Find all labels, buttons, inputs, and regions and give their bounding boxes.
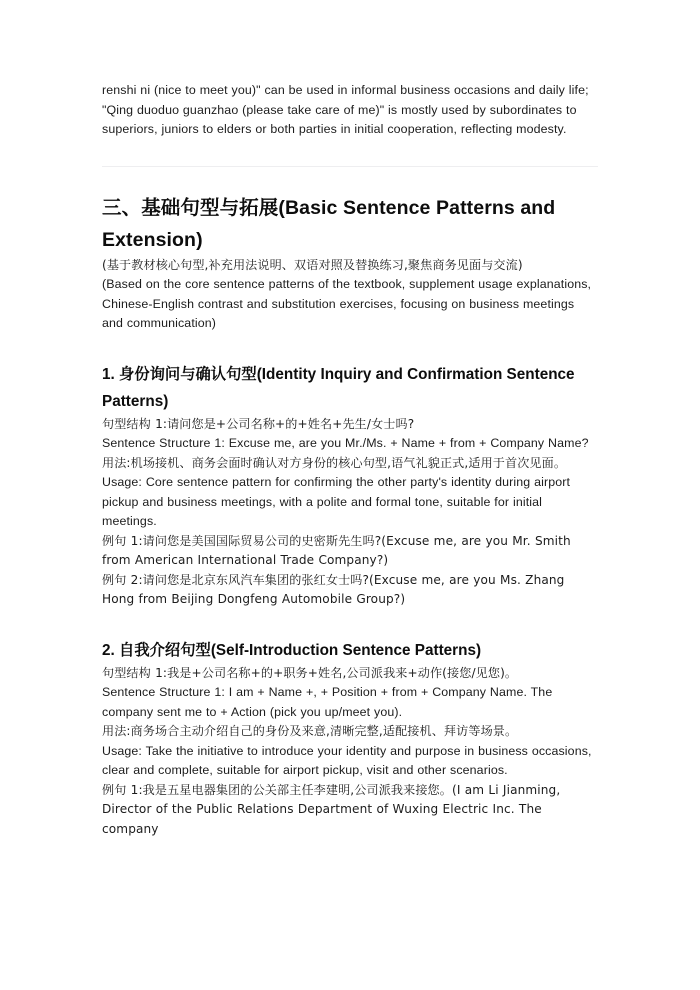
example-1-2: 例句 2:请问您是北京东风汽车集团的张红女士吗?(Excuse me, are you Ms. Zhang Hong from Beijing Dongfeng Automobile Group?) <box>102 572 565 606</box>
subsection-heading-zh-2: 自我介绍句型 <box>119 640 211 659</box>
subsection-heading-en-1: (Identity Inquiry and Confirmation Sentence Patterns) <box>102 365 575 410</box>
usage-en-2: Usage: Take the initiative to introduce your identity and purpose in business occasions, clear and complete, suitable for airport pickup, visit and other scenarios. <box>102 743 592 777</box>
section-heading <box>102 192 598 256</box>
subsection-heading-2 <box>102 637 598 664</box>
section-heading-en: (Basic Sentence Patterns and Extension) <box>102 196 556 251</box>
usage-zh-1: 用法:机场接机、商务会面时确认对方身份的核心句型,语气礼貌正式,适用于首次见面。 <box>102 455 567 470</box>
subsection-number-1: 1. <box>102 365 120 383</box>
usage-en-1: Usage: Core sentence pattern for confirming the other party's identity during airport pickup and business meetings, with a polite and formal tone, suitable for initial meetings. <box>102 475 571 528</box>
section-heading-zh: 三、基础句型与拓展 <box>102 195 279 219</box>
usage-zh-2: 用法:商务场合主动介绍自己的身份及来意,清晰完整,适配接机、拜访等场景。 <box>102 724 518 738</box>
subsection-heading-1 <box>102 361 598 415</box>
structure-en-2: Sentence Structure 1: I am + Name +, + Position + from + Company Name. The company sent me to + Action (pick you up/meet you). <box>102 685 553 719</box>
example-1-1: 例句 1:请问您是美国国际贸易公司的史密斯先生吗?(Excuse me, are you Mr. Smith from American International Trade Company?) <box>102 533 571 567</box>
intro-paragraph: renshi ni (nice to meet you)" can be used in informal business occasions and daily life; "Qing duoduo guanzhao (please take care of me)" is mostly used by subordinates to superiors, juniors to elders or both parties in initial cooperation, reflecting modesty. <box>102 83 589 136</box>
section-note-en: (Based on the core sentence patterns of the textbook, supplement usage explanations, Chinese-English contrast and substitution exercises, focusing on business meetings and communication) <box>102 277 592 330</box>
example-2-1: 例句 1:我是五星电器集团的公关部主任李建明,公司派我来接您。(I am Li Jianming, Director of the Public Relations Department of Wuxing Electric Inc. The company <box>102 782 561 836</box>
structure-en-1: Sentence Structure 1: Excuse me, are you Mr./Ms. + Name + from + Company Name? <box>102 436 589 450</box>
section-divider <box>102 166 598 167</box>
subsection-heading-en-2: (Self-Introduction Sentence Patterns) <box>210 641 482 659</box>
subsection-heading-zh-1: 身份询问与确认句型 <box>119 364 257 383</box>
structure-zh-1: 句型结构 1:请问您是+公司名称+的+姓名+先生/女士吗? <box>102 416 415 431</box>
section-note-zh: (基于教材核心句型,补充用法说明、双语对照及替换练习,聚焦商务见面与交流) <box>102 257 523 272</box>
subsection-number-2: 2. <box>102 641 120 659</box>
structure-zh-2: 句型结构 1:我是+公司名称+的+职务+姓名,公司派我来+动作(接您/见您)。 <box>102 665 518 680</box>
document-content <box>102 0 598 839</box>
